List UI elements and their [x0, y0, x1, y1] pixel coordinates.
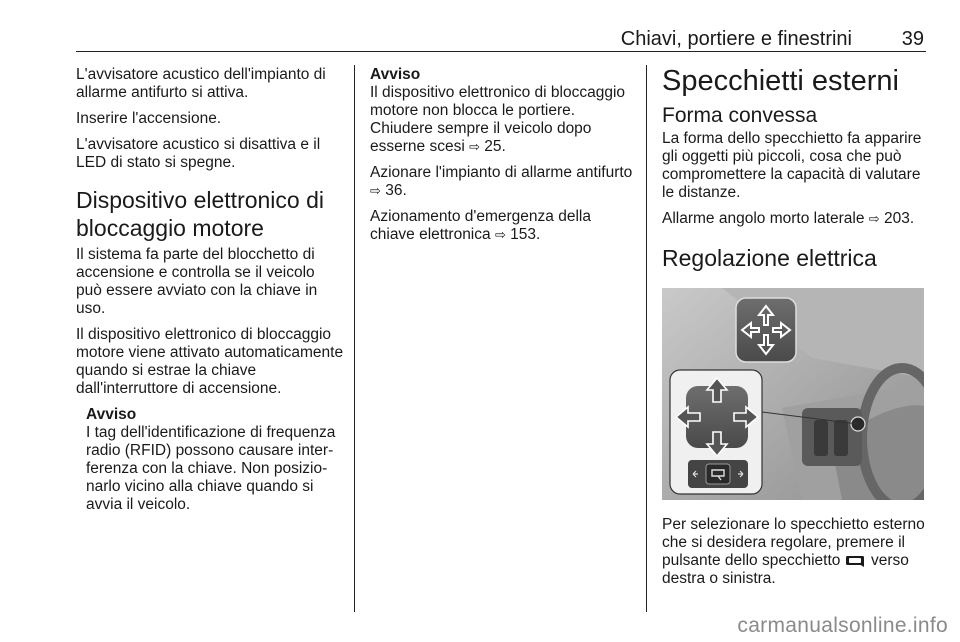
paragraph: Azionamento d'emergenza della chiave elettronica ⇨ 153.: [370, 208, 591, 243]
notice-box: [86, 406, 344, 514]
notice-box: [370, 66, 634, 200]
section-heading: Dispositivo elettronico di bloccaggio motore: [76, 187, 325, 241]
notice-text: Il dispositivo elettronico di bloccaggio motore non blocca le portiere. Chiudere sempre il veicolo dopo esserne scesi ⇨ 25.: [370, 84, 626, 155]
paragraph: La forma dello specchietto fa apparire gli oggetti più piccoli, cosa che può compromettere la capacità di valutare le distanze.: [662, 130, 922, 201]
paragraph: Allarme angolo morto laterale ⇨ 203.: [662, 210, 915, 227]
paragraph: Il dispositivo elettronico di bloccaggio motore viene attivato automaticamente quando si estrae la chiave dall'interruttore di accensione.: [76, 326, 344, 397]
header-title: Chiavi, portiere e finestrini: [620, 28, 852, 50]
notice-title: Avviso: [86, 406, 137, 423]
arrow-reference-icon: ⇨: [370, 183, 381, 198]
paragraph: Il sistema fa parte del blocchetto di accensione e controlla se il veicolo può essere avviato con la chiave in uso.: [76, 246, 318, 317]
mirror-control-drawing: [662, 288, 924, 500]
column-1: [76, 66, 344, 522]
header-rule: [76, 51, 926, 52]
page-number: 39: [901, 28, 924, 50]
mirror-switch-icon: [845, 555, 867, 567]
arrow-reference-icon: ⇨: [469, 139, 480, 154]
page-reference[interactable]: 203.: [884, 210, 915, 227]
paragraph: L'avvisatore acustico dell'impianto di allarme antifurto si attiva.: [76, 66, 326, 101]
column-divider: [646, 65, 647, 612]
notice-text: Azionare l'impianto di allarme antifurto ⇨ 36.: [370, 164, 633, 199]
column-3: [662, 66, 932, 596]
page-reference[interactable]: 36.: [385, 182, 407, 199]
column-2: [370, 66, 634, 252]
column-divider: [354, 65, 355, 612]
section-heading: Regolazione elettrica: [662, 245, 877, 271]
watermark: carmanualsonline.info: [737, 614, 948, 637]
notice-text: I tag dell'identificazione di frequenza radio (RFID) possono causare interferenza con la chiave. Non posizionarlo vicino alla chiave quando si avvia il veicolo.: [86, 424, 336, 513]
paragraph: Per selezionare lo specchietto esterno che si desidera regolare, premere il pulsante dello specchietto verso destra o sinistra.: [662, 516, 925, 587]
arrow-reference-icon: ⇨: [868, 211, 880, 226]
paragraph: Inserire l'accensione.: [76, 110, 222, 127]
page-reference[interactable]: 25.: [484, 138, 506, 155]
notice-title: Avviso: [370, 66, 421, 83]
page-reference[interactable]: 153.: [510, 226, 541, 243]
mirror-control-illustration: [662, 288, 924, 500]
section-title: Specchietti esterni: [662, 65, 899, 97]
paragraph: L'avvisatore acustico si disattiva e il LED di stato si spegne.: [76, 136, 321, 171]
arrow-reference-icon: ⇨: [494, 227, 506, 242]
subheading: Forma convessa: [662, 104, 818, 127]
